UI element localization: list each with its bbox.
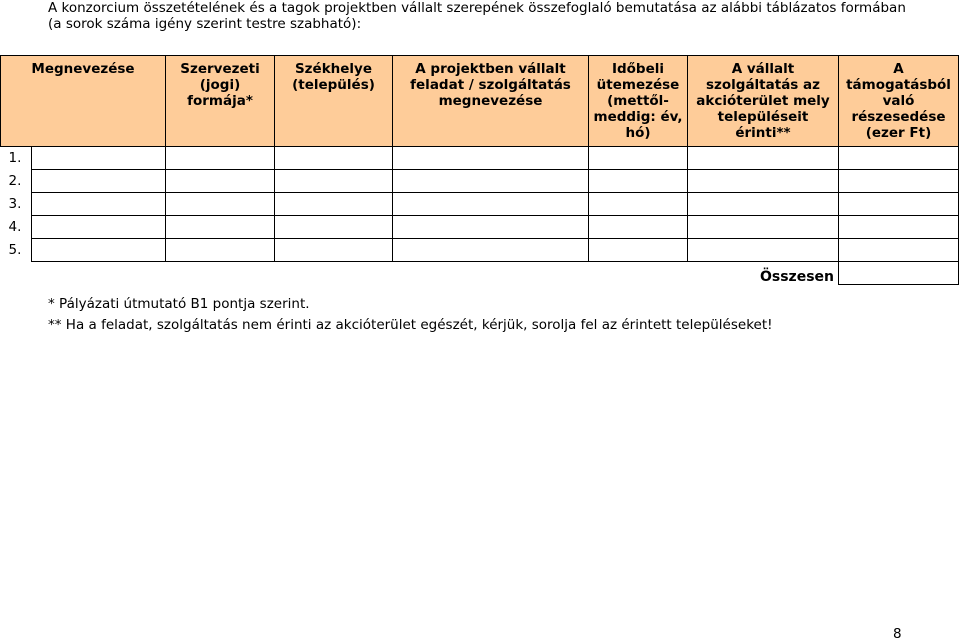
intro-line-2: (a sorok száma igény szerint testre szabható):: [48, 16, 362, 32]
intro-line-1: A konzorcium összetételének és a tagok projektben vállalt szerepének összefoglaló bemutatása az alábbi táblázatos formában: [48, 0, 906, 16]
cell-feladat[interactable]: [393, 193, 589, 216]
header-row: [1, 56, 959, 147]
cell-telepulesek[interactable]: [688, 147, 839, 170]
cell-szervezeti-forma[interactable]: [166, 170, 275, 193]
footnote-2: ** Ha a feladat, szolgáltatás nem érinti az akcióterület egészét, kérjük, sorolja fel az érintett településeket!: [48, 317, 773, 333]
cell-szekhely[interactable]: [275, 239, 393, 262]
cell-feladat[interactable]: [393, 147, 589, 170]
header-megnevezese: Megnevezése: [1, 56, 166, 147]
header-telepulesek: A vállalt szolgáltatás az akcióterület mely településeit érinti**: [688, 56, 839, 147]
cell-szervezeti-forma[interactable]: [166, 216, 275, 239]
total-label: Összesen: [759, 268, 834, 285]
footnote-1: * Pályázati útmutató B1 pontja szerint.: [48, 296, 310, 312]
cell-feladat[interactable]: [393, 239, 589, 262]
cell-utemezes[interactable]: [589, 170, 688, 193]
row-number: 2.: [8, 173, 22, 189]
cell-szekhely[interactable]: [275, 216, 393, 239]
cell-szervezeti-forma[interactable]: [166, 193, 275, 216]
cell-utemezes[interactable]: [589, 216, 688, 239]
cell-reszesedes[interactable]: [839, 193, 959, 216]
intro-text: [48, 0, 948, 32]
header-utemezes: Időbeli ütemezése (mettől-meddig: év, hó): [589, 56, 688, 147]
cell-utemezes[interactable]: [589, 193, 688, 216]
table-row: [1, 147, 959, 170]
cell-szekhely[interactable]: [275, 147, 393, 170]
total-row: [1, 262, 959, 285]
cell-szekhely[interactable]: [275, 193, 393, 216]
total-value-cell[interactable]: [839, 262, 959, 285]
cell-szervezeti-forma[interactable]: [166, 239, 275, 262]
cell-utemezes[interactable]: [589, 147, 688, 170]
table-row: [1, 239, 959, 262]
cell-telepulesek[interactable]: [688, 239, 839, 262]
cell-megnevezes[interactable]: [32, 239, 166, 262]
cell-reszesedes[interactable]: [839, 239, 959, 262]
cell-megnevezes[interactable]: [32, 147, 166, 170]
cell-reszesedes[interactable]: [839, 147, 959, 170]
cell-megnevezes[interactable]: [32, 216, 166, 239]
table-row: [1, 170, 959, 193]
row-number: 1.: [8, 150, 22, 167]
header-feladat: A projektben vállalt feladat / szolgáltatás megnevezése: [393, 56, 589, 147]
footnotes: [48, 294, 773, 336]
row-number: 5.: [8, 242, 22, 258]
row-number: 3.: [8, 196, 22, 212]
header-reszesedes: A támogatásból való részesedése (ezer Ft): [839, 56, 959, 147]
cell-feladat[interactable]: [393, 170, 589, 193]
cell-megnevezes[interactable]: [32, 170, 166, 193]
cell-reszesedes[interactable]: [839, 216, 959, 239]
table-row: [1, 193, 959, 216]
table-row: [1, 216, 959, 239]
cell-telepulesek[interactable]: [688, 216, 839, 239]
page-number: 8: [893, 626, 902, 642]
consortium-table: [0, 55, 959, 285]
cell-szervezeti-forma[interactable]: [166, 147, 275, 170]
cell-feladat[interactable]: [393, 216, 589, 239]
header-szervezeti-forma: Szervezeti (jogi) formája*: [166, 56, 275, 147]
total-spacer: [1, 262, 688, 285]
header-szekhely: Székhelye (település): [275, 56, 393, 147]
cell-telepulesek[interactable]: [688, 170, 839, 193]
cell-utemezes[interactable]: [589, 239, 688, 262]
cell-telepulesek[interactable]: [688, 193, 839, 216]
row-number: 4.: [8, 219, 22, 235]
cell-szekhely[interactable]: [275, 170, 393, 193]
cell-reszesedes[interactable]: [839, 170, 959, 193]
cell-megnevezes[interactable]: [32, 193, 166, 216]
